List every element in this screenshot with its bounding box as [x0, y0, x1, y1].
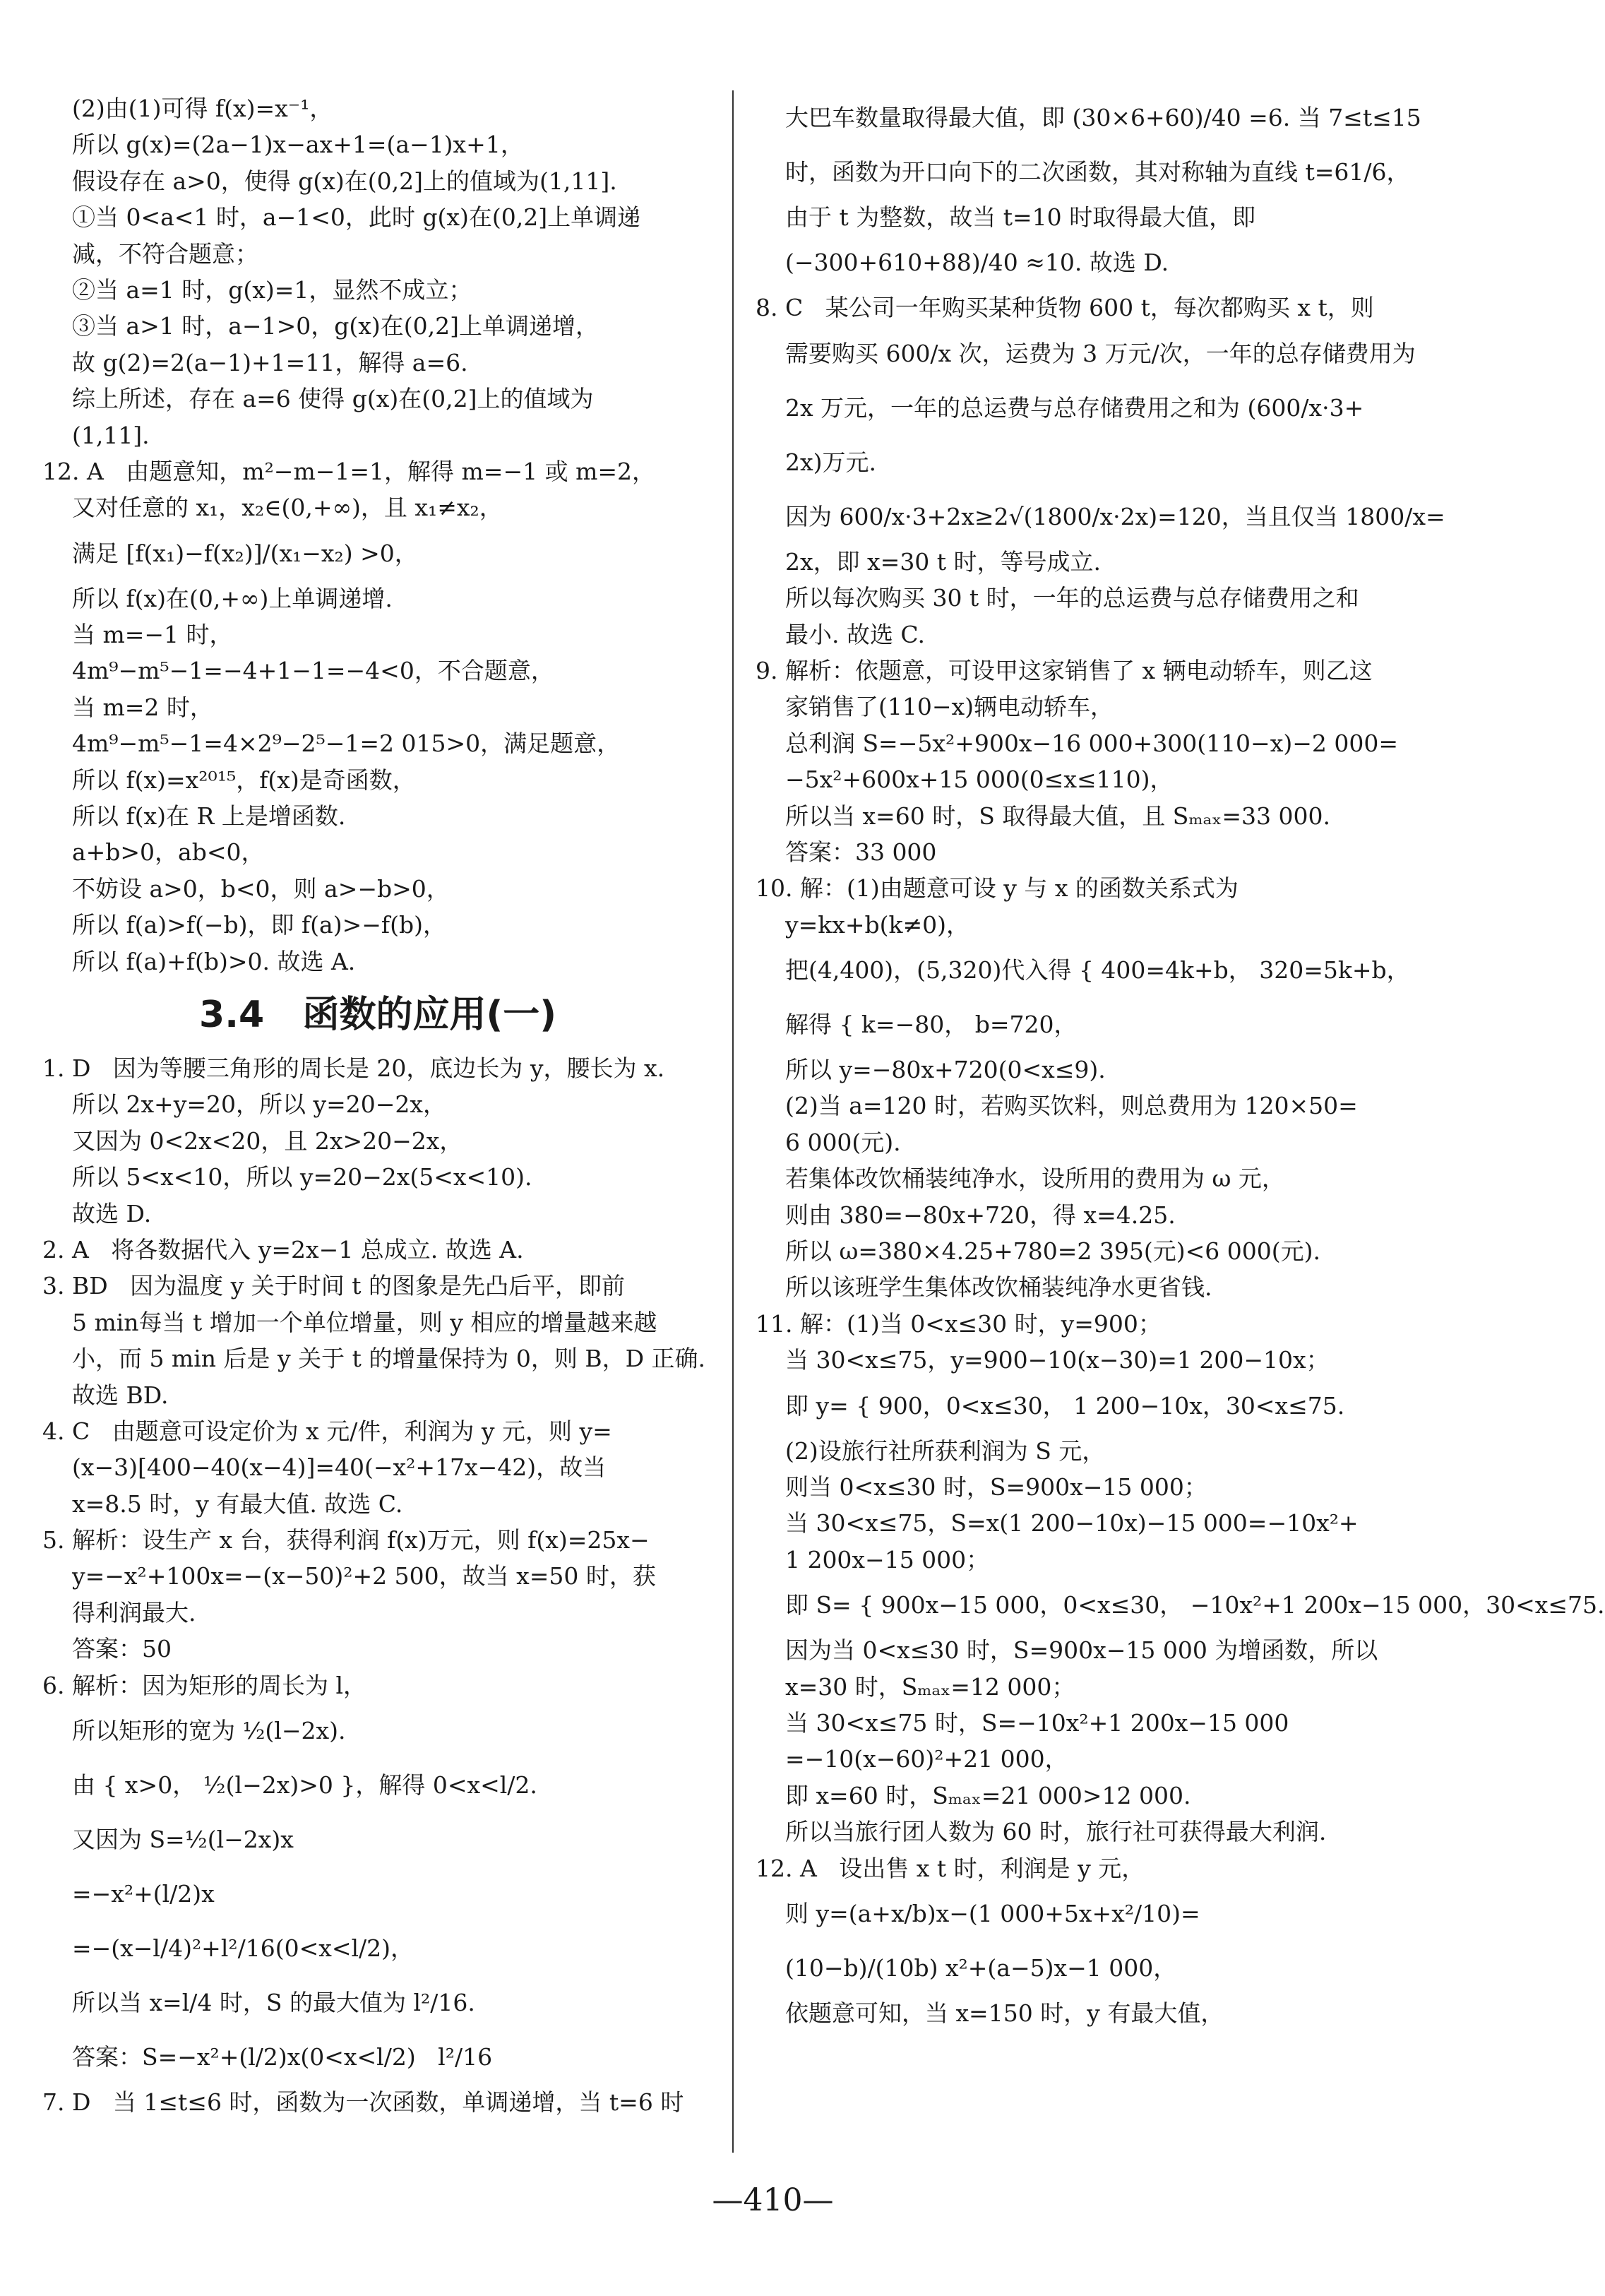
- text-line: 总利润 S=−5x²+900x−16 000+300(110−x)−2 000=: [756, 729, 1398, 757]
- text-line: 所以 f(x)在(0,+∞)上单调递增.: [42, 584, 393, 612]
- text-line: 10. 解：(1)由题意可设 y 与 x 的函数关系式为: [756, 874, 1239, 903]
- text-line: 答案：S=−x²+(l/2)x(0<x<l/2) l²/16: [42, 2043, 493, 2071]
- text-line: 答案：33 000: [756, 838, 937, 866]
- text-line: 所以 f(a)+f(b)>0. 故选 A.: [42, 947, 356, 975]
- text-line: ①当 0<a<1 时，a−1<0，此时 g(x)在(0,2]上单调递: [42, 203, 641, 232]
- text-line: 当 m=2 时，: [42, 693, 213, 721]
- text-line: 时，函数为开口向下的二次函数，其对称轴为直线 t=61/6，: [756, 158, 1410, 186]
- text-line: a+b>0，ab<0，: [42, 838, 265, 867]
- text-line: 减，不符合题意；: [42, 239, 258, 268]
- text-line: (x−3)[400−40(x−4)]=40(−x²+17x−42)，故当: [42, 1453, 607, 1482]
- text-line: 当 m=−1 时，: [42, 621, 233, 649]
- text-line: 故 g(2)=2(a−1)+1=11，解得 a=6.: [42, 348, 468, 376]
- text-line: 所以 g(x)=(2a−1)x−ax+1=(a−1)x+1，: [42, 131, 524, 159]
- text-line: 4m⁹−m⁵−1=4×2⁹−2⁵−1=2 015>0，满足题意，: [42, 730, 621, 758]
- text-line: 2x，即 x=30 t 时，等号成立.: [756, 547, 1102, 576]
- text-line: 即 x=60 时，Sₘₐₓ=21 000>12 000.: [756, 1781, 1191, 1809]
- text-line: (2)当 a=120 时，若购买饮料，则总费用为 120×50=: [756, 1092, 1358, 1120]
- text-line: 所以当 x=60 时，S 取得最大值，且 Sₘₐₓ=33 000.: [756, 802, 1330, 830]
- text-line: x=8.5 时，y 有最大值. 故选 C.: [42, 1489, 403, 1518]
- text-line: 由于 t 为整数，故当 t=10 时取得最大值，即: [756, 203, 1256, 231]
- text-line: 6 000(元).: [756, 1128, 901, 1156]
- text-line: 不妨设 a>0，b<0，则 a>−b>0，: [42, 874, 450, 903]
- text-line: 家销售了(110−x)辆电动轿车，: [756, 693, 1114, 721]
- text-line: 2x)万元.: [756, 448, 876, 476]
- text-line: =−(x−l/4)²+l²/16(0<x<l/2)，: [42, 1934, 414, 1963]
- text-line: ②当 a=1 时，g(x)=1，显然不成立；: [42, 275, 472, 304]
- text-line: 4. C 由题意可设定价为 x 元/件，利润为 y 元，则 y=: [42, 1417, 612, 1445]
- text-line: 1. D 因为等腰三角形的周长是 20，底边长为 y，腰长为 x.: [42, 1054, 665, 1082]
- text-line: 又因为 0<2x<20，且 2x>20−2x，: [42, 1126, 463, 1155]
- text-line: 假设存在 a>0，使得 g(x)在(0,2]上的值域为(1,11].: [42, 167, 617, 195]
- text-line: 依题意可知，当 x=150 时，y 有最大值，: [756, 1999, 1224, 2027]
- text-line: 最小. 故选 C.: [756, 620, 925, 648]
- text-line: (1,11].: [42, 421, 150, 449]
- text-line: 8. C 某公司一年购买某种货物 600 t，每次都购买 x t，则: [756, 294, 1374, 322]
- text-line: 即 y= { 900，0<x≤30， 1 200−10x，30<x≤75.: [756, 1391, 1345, 1420]
- column-divider: [732, 90, 734, 2153]
- text-line: 2. A 将各数据代入 y=2x−1 总成立. 故选 A.: [42, 1235, 524, 1263]
- text-line: 因为 600/x·3+2x≥2√(1800/x·2x)=120，当且仅当 1800/x=: [756, 502, 1445, 530]
- text-line: (2)设旅行社所获利润为 S 元，: [756, 1437, 1106, 1465]
- text-line: 所以当旅行团人数为 60 时，旅行社可获得最大利润.: [756, 1818, 1327, 1846]
- text-line: 12. A 由题意知，m²−m−1=1，解得 m=−1 或 m=2，: [42, 457, 656, 485]
- text-line: 1 200x−15 000；: [756, 1545, 990, 1574]
- text-line: 因为当 0<x≤30 时，S=900x−15 000 为增函数，所以: [756, 1636, 1378, 1665]
- text-line: 则 y=(a+x/b)x−(1 000+5x+x²/10)=: [756, 1899, 1200, 1927]
- text-line: 故选 D.: [42, 1199, 152, 1227]
- text-line: 把(4,400)，(5,320)代入得 { 400=4k+b， 320=5k+b，: [756, 956, 1410, 985]
- text-line: 综上所述，存在 a=6 使得 g(x)在(0,2]上的值域为: [42, 385, 594, 413]
- text-line: 小，而 5 min 后是 y 关于 t 的增量保持为 0，则 B，D 正确.: [42, 1345, 706, 1373]
- text-line: 所以每次购买 30 t 时，一年的总运费与总存储费用之和: [756, 584, 1359, 612]
- text-line: 3. BD 因为温度 y 关于时间 t 的图象是先凸后平，即前: [42, 1272, 626, 1300]
- text-line: 4m⁹−m⁵−1=−4+1−1=−4<0，不合题意，: [42, 657, 554, 685]
- text-line: 满足 [f(x₁)−f(x₂)]/(x₁−x₂) >0，: [42, 539, 418, 567]
- text-line: 12. A 设出售 x t 时，利润是 y 元，: [756, 1854, 1145, 1882]
- text-line: 所以 f(x)=x²⁰¹⁵，f(x)是奇函数，: [42, 766, 416, 794]
- text-line: 当 30<x≤75，S=x(1 200−10x)−15 000=−10x²+: [756, 1509, 1359, 1537]
- right-column: [756, 90, 1605, 2031]
- text-line: ③当 a>1 时，a−1>0，g(x)在(0,2]上单调递增，: [42, 312, 599, 340]
- text-line: 所以 y=−80x+720(0<x≤9).: [756, 1056, 1106, 1084]
- text-line: 当 30<x≤75，y=900−10(x−30)=1 200−10x；: [756, 1346, 1330, 1374]
- text-line: =−x²+(l/2)x: [42, 1880, 215, 1908]
- left-column: [42, 90, 713, 2120]
- text-line: y=kx+b(k≠0)，: [756, 910, 970, 939]
- text-line: 需要购买 600/x 次，运费为 3 万元/次，一年的总存储费用为: [756, 339, 1416, 367]
- text-line: 又对任意的 x₁，x₂∈(0,+∞)，且 x₁≠x₂，: [42, 494, 503, 522]
- text-line: 大巴车数量取得最大值，即 (30×6+60)/40 =6. 当 7≤t≤15: [756, 104, 1421, 131]
- text-line: −5x²+600x+15 000(0≤x≤110)，: [756, 766, 1174, 794]
- text-line: 11. 解：(1)当 0<x≤30 时，y=900；: [756, 1309, 1162, 1338]
- text-line: 所以 ω=380×4.25+780=2 395(元)<6 000(元).: [756, 1237, 1320, 1266]
- text-line: (10−b)/(10b) x²+(a−5)x−1 000，: [756, 1953, 1177, 1982]
- text-line: 则当 0<x≤30 时，S=900x−15 000；: [756, 1473, 1207, 1501]
- section-title: 3.4 函数的应用(一): [199, 993, 556, 1036]
- text-line: 所以矩形的宽为 ½(l−2x).: [42, 1717, 346, 1745]
- text-line: x=30 时，Sₘₐₓ=12 000；: [756, 1672, 1075, 1701]
- text-line: y=−x²+100x=−(x−50)²+2 500，故当 x=50 时，获: [42, 1562, 656, 1590]
- text-line: 9. 解析：依题意，可设甲这家销售了 x 辆电动轿车，则乙这: [756, 656, 1373, 684]
- text-line: =−10(x−60)²+21 000，: [756, 1745, 1068, 1773]
- text-line: 若集体改饮桶装纯净水，设所用的费用为 ω 元，: [756, 1165, 1285, 1193]
- text-line: 解得 { k=−80， b=720，: [756, 1011, 1078, 1039]
- text-line: 6. 解析：因为矩形的周长为 l，: [42, 1671, 367, 1699]
- text-line: 由 { x>0， ½(l−2x)>0 }，解得 0<x<l/2.: [42, 1771, 537, 1800]
- text-line: 故选 BD.: [42, 1381, 169, 1409]
- text-line: 即 S= { 900x−15 000，0<x≤30， −10x²+1 200x−15 000，30<x≤75.: [756, 1591, 1605, 1619]
- text-line: 所以 f(a)>f(−b)，即 f(a)>−f(b)，: [42, 911, 446, 939]
- text-line: (−300+610+88)/40 ≈10. 故选 D.: [756, 249, 1169, 277]
- text-line: 则由 380=−80x+720，得 x=4.25.: [756, 1201, 1176, 1229]
- text-line: 所以 2x+y=20，所以 y=20−2x，: [42, 1090, 447, 1119]
- text-line: 当 30<x≤75 时，S=−10x²+1 200x−15 000: [756, 1708, 1289, 1737]
- text-line: (2)由(1)可得 f(x)=x⁻¹，: [42, 95, 333, 122]
- text-line: 7. D 当 1≤t≤6 时，函数为一次函数，单调递增，当 t=6 时: [42, 2088, 684, 2117]
- text-line: 得利润最大.: [42, 1598, 196, 1626]
- text-line: 答案：50: [42, 1635, 172, 1663]
- text-line: 所以 f(x)在 R 上是增函数.: [42, 802, 346, 831]
- text-line: 5 min每当 t 增加一个单位增量，则 y 相应的增量越来越: [42, 1308, 657, 1336]
- text-line: 2x 万元，一年的总运费与总存储费用之和为 (600/x·3+: [756, 393, 1364, 422]
- text-line: 所以该班学生集体改饮桶装纯净水更省钱.: [756, 1273, 1212, 1302]
- text-line: 又因为 S=½(l−2x)x: [42, 1826, 294, 1854]
- text-line: 所以 5<x<10，所以 y=20−2x(5<x<10).: [42, 1163, 532, 1191]
- text-line: 所以当 x=l/4 时，S 的最大值为 l²/16.: [42, 1989, 475, 2017]
- text-line: 5. 解析：设生产 x 台，获得利润 f(x)万元，则 f(x)=25x−: [42, 1526, 650, 1554]
- page-number: —410—: [712, 2182, 834, 2218]
